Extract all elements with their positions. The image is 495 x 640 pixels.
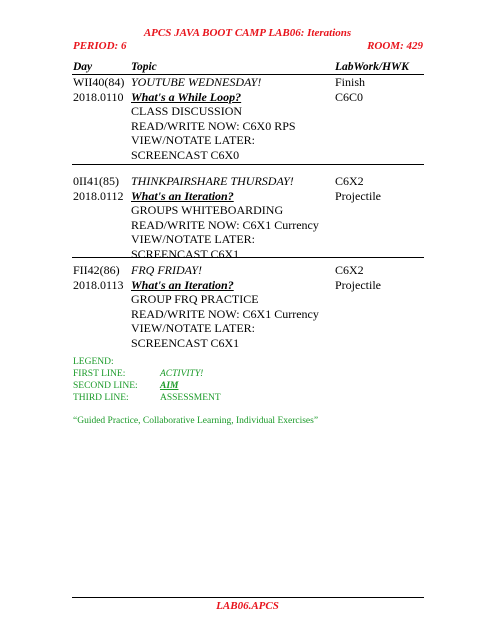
aim-line: What's a While Loop?: [131, 89, 242, 104]
period-label: PERIOD: 6: [73, 40, 127, 52]
column-header-labwork: LabWork/HWK: [335, 61, 409, 73]
column-header-topic: Topic: [131, 61, 157, 73]
labwork-line: Projectile: [335, 277, 381, 292]
page-title: APCS JAVA BOOT CAMP LAB06: Iterations: [143, 27, 352, 39]
topic-cell: [131, 174, 319, 262]
day-date: 2018.0113: [73, 277, 124, 292]
legend-third-value: ASSESSMENT: [160, 393, 221, 403]
day-date: 2018.0112: [73, 188, 124, 203]
topic-cell: [131, 75, 296, 163]
read-write-line: READ/WRITE NOW: C6X0 RPS: [131, 118, 296, 133]
day-date: 2018.0110: [73, 89, 124, 104]
day-cell: [73, 174, 124, 203]
labwork-line: C6X2: [335, 263, 364, 277]
day-cell: [73, 75, 124, 104]
labwork-line: C6C0: [335, 89, 364, 104]
day-code: 0II41(85): [73, 174, 119, 188]
labwork-cell: [335, 263, 381, 292]
labwork-line: Finish: [335, 75, 366, 89]
legend-first-label: FIRST LINE:: [73, 369, 126, 379]
topic-cell: [131, 263, 319, 351]
legend-second-value: AIM: [160, 381, 179, 391]
labwork-cell: [335, 75, 365, 104]
read-write-line: READ/WRITE NOW: C6X1 Currency: [131, 217, 319, 232]
screencast-line: SCREENCAST C6X1: [131, 335, 240, 350]
legend-third-label: THIRD LINE:: [73, 393, 129, 403]
footer-divider: [72, 597, 424, 598]
screencast-line: SCREENCAST C6X0: [131, 147, 240, 162]
day-cell: [73, 263, 124, 292]
labwork-line: C6X2: [335, 174, 364, 188]
day-code: WII40(84): [73, 75, 125, 89]
row-divider: [72, 164, 424, 165]
activity-line: FRQ FRIDAY!: [131, 263, 202, 277]
day-code: FII42(86): [73, 263, 120, 277]
legend-first-value: ACTIVITY!: [160, 369, 204, 379]
legend-heading: LEGEND:: [73, 357, 114, 367]
labwork-cell: [335, 174, 381, 203]
view-notate-line: VIEW/NOTATE LATER:: [131, 232, 256, 247]
view-notate-line: VIEW/NOTATE LATER:: [131, 133, 256, 148]
footer-label: LAB06.APCS: [216, 600, 279, 612]
assessment-line: CLASS DISCUSSION: [131, 104, 243, 119]
labwork-line: Projectile: [335, 188, 381, 203]
screencast-line: SCREENCAST C6X1: [131, 246, 240, 261]
practice-quote: “Guided Practice, Collaborative Learning, Individual Exercises”: [73, 416, 319, 426]
row-divider: [72, 257, 424, 258]
read-write-line: READ/WRITE NOW: C6X1 Currency: [131, 306, 319, 321]
aim-line: What's an Iteration?: [131, 277, 234, 292]
assessment-line: GROUP FRQ PRACTICE: [131, 292, 259, 307]
assessment-line: GROUPS WHITEBOARDING: [131, 203, 284, 218]
view-notate-line: VIEW/NOTATE LATER:: [131, 321, 256, 336]
activity-line: THINKPAIRSHARE THURSDAY!: [131, 174, 294, 188]
column-header-day: Day: [73, 61, 93, 73]
activity-line: YOUTUBE WEDNESDAY!: [131, 75, 262, 89]
aim-line: What's an Iteration?: [131, 188, 234, 203]
legend-second-label: SECOND LINE:: [73, 381, 138, 391]
room-label: ROOM: 429: [367, 40, 423, 52]
